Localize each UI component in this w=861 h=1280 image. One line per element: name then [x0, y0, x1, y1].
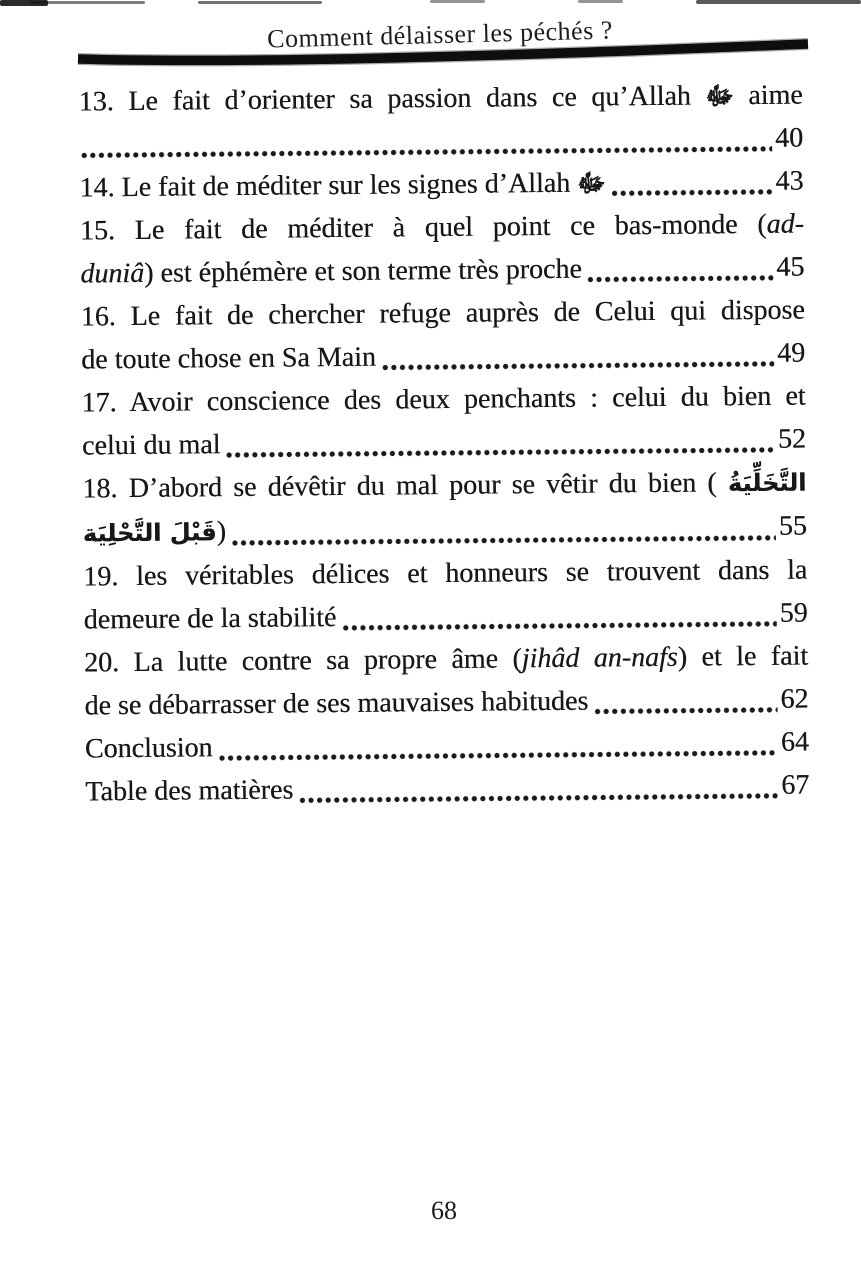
- toc-text-group: [83, 596, 336, 641]
- toc-page-ref: 40: [774, 122, 804, 154]
- toc-text: Conclusion: [84, 732, 213, 765]
- toc-line: [85, 721, 809, 771]
- toc-text: ) et le fait: [677, 640, 809, 673]
- toc-page-ref: 49: [777, 337, 806, 369]
- dot-leader: [381, 360, 774, 372]
- toc-line: [78, 74, 802, 124]
- toc-entry-19: [83, 549, 808, 642]
- toc-line: [82, 461, 806, 512]
- toc-page-ref: 52: [777, 423, 807, 455]
- dot-leader: [231, 534, 776, 547]
- toc-text: de se débarrasser de ses mauvaises habitudes: [84, 685, 589, 722]
- dot-leader: [225, 446, 775, 459]
- toc-text: ): [216, 516, 227, 548]
- toc-text-group: [85, 768, 293, 813]
- toc-text: jihâd an-nafs: [521, 641, 678, 675]
- toc-page-ref: 55: [778, 510, 807, 542]
- toc-line: [81, 332, 805, 382]
- toc-entry-16: [81, 289, 806, 382]
- allah-honorific-symbol: ﷻ: [577, 168, 606, 198]
- arabic-phrase: التَّخَلِّيَةُ: [727, 468, 807, 498]
- toc-entry-14: [79, 160, 803, 210]
- toc-text: Table des matières: [85, 774, 294, 808]
- allah-honorific-symbol: ﷻ: [705, 81, 734, 111]
- toc-text: celui du mal: [81, 429, 221, 462]
- toc-page-ref: 67: [781, 769, 810, 801]
- toc-line: [80, 203, 804, 253]
- scan-artifact: [430, 0, 485, 3]
- dot-leader: [218, 749, 778, 762]
- toc-line: [83, 549, 807, 599]
- dot-leader: [610, 188, 772, 198]
- toc-line: [84, 678, 808, 728]
- toc-line: [80, 246, 804, 296]
- toc-entry-15: [80, 203, 805, 296]
- toc-text-group: [84, 680, 588, 728]
- toc-page-ref: 43: [775, 165, 804, 197]
- toc-text: 15. Le fait de méditer à quel point ce bas-monde (: [79, 208, 767, 247]
- toc-text: 20. La lutte contre sa propre âme (: [83, 643, 522, 679]
- toc-text: 17. Avoir conscience des deux penchants : celui du bien et: [81, 380, 806, 419]
- scan-artifact: [696, 0, 861, 4]
- toc-page-ref: 59: [779, 597, 808, 629]
- toc-text: 16. Le fait de chercher refuge auprès de Celui qui dispose: [80, 294, 805, 333]
- toc-text: ) est éphémère et son terme très proche: [143, 253, 582, 289]
- toc-text: 18. D’abord se dévêtir du mal pour se vêtir du bien (: [82, 467, 729, 505]
- toc-text-group: [83, 510, 227, 555]
- toc-text: duniâ: [80, 257, 145, 290]
- toc-line: [79, 160, 803, 210]
- toc-text-group: [81, 336, 376, 382]
- toc-text: de toute chose en Sa Main: [81, 341, 377, 376]
- dot-leader: [593, 706, 777, 716]
- toc-line: [83, 505, 807, 556]
- dot-leader: [587, 274, 774, 284]
- toc-line: [81, 375, 805, 425]
- toc-text: 14. Le fait de méditer sur les signes d’Allah: [79, 167, 578, 204]
- dot-leader: [80, 145, 772, 160]
- toc-line: [85, 764, 809, 814]
- toc-text: aime: [733, 79, 803, 112]
- toc-entry-18: [82, 461, 807, 556]
- toc-text: ad-: [766, 208, 805, 240]
- header-rule-line: [76, 38, 812, 68]
- toc-entry-table-des-matieres: [85, 764, 809, 814]
- toc-text: 19. les véritables délices et honneurs se trouvent dans la: [83, 554, 808, 593]
- toc-page-ref: 45: [776, 251, 805, 283]
- toc-line: [82, 418, 806, 468]
- arabic-phrase: قَبْلَ التَّحْلِيَة: [82, 518, 217, 548]
- toc-entry-20: [84, 635, 809, 728]
- toc-entry-13: [78, 74, 803, 167]
- running-header: Comment délaisser les péchés ?: [266, 15, 614, 54]
- toc-line: [84, 635, 808, 685]
- scan-artifact: [30, 1, 145, 4]
- scan-artifact: [198, 1, 322, 4]
- dot-leader: [341, 620, 776, 632]
- scan-artifact: [578, 0, 623, 3]
- dot-leader: [298, 792, 778, 805]
- toc-page-ref: 64: [780, 726, 810, 758]
- toc-text-group: [80, 248, 582, 296]
- toc-entry-17: [81, 375, 806, 468]
- toc-text: 13. Le fait d’orienter sa passion dans ce qu’Allah: [78, 80, 706, 118]
- toc-text: demeure de la stabilité: [83, 602, 337, 636]
- toc-list: [78, 74, 809, 814]
- toc-text-group: [85, 726, 213, 770]
- toc-entry-conclusion: [85, 721, 809, 771]
- toc-line: [83, 592, 807, 642]
- toc-line: [81, 289, 805, 339]
- toc-line: [79, 117, 803, 167]
- toc-text-group: [82, 423, 221, 467]
- page-number: 68: [431, 1196, 457, 1225]
- toc-text-group: [79, 161, 605, 209]
- toc-page-ref: 62: [780, 683, 809, 715]
